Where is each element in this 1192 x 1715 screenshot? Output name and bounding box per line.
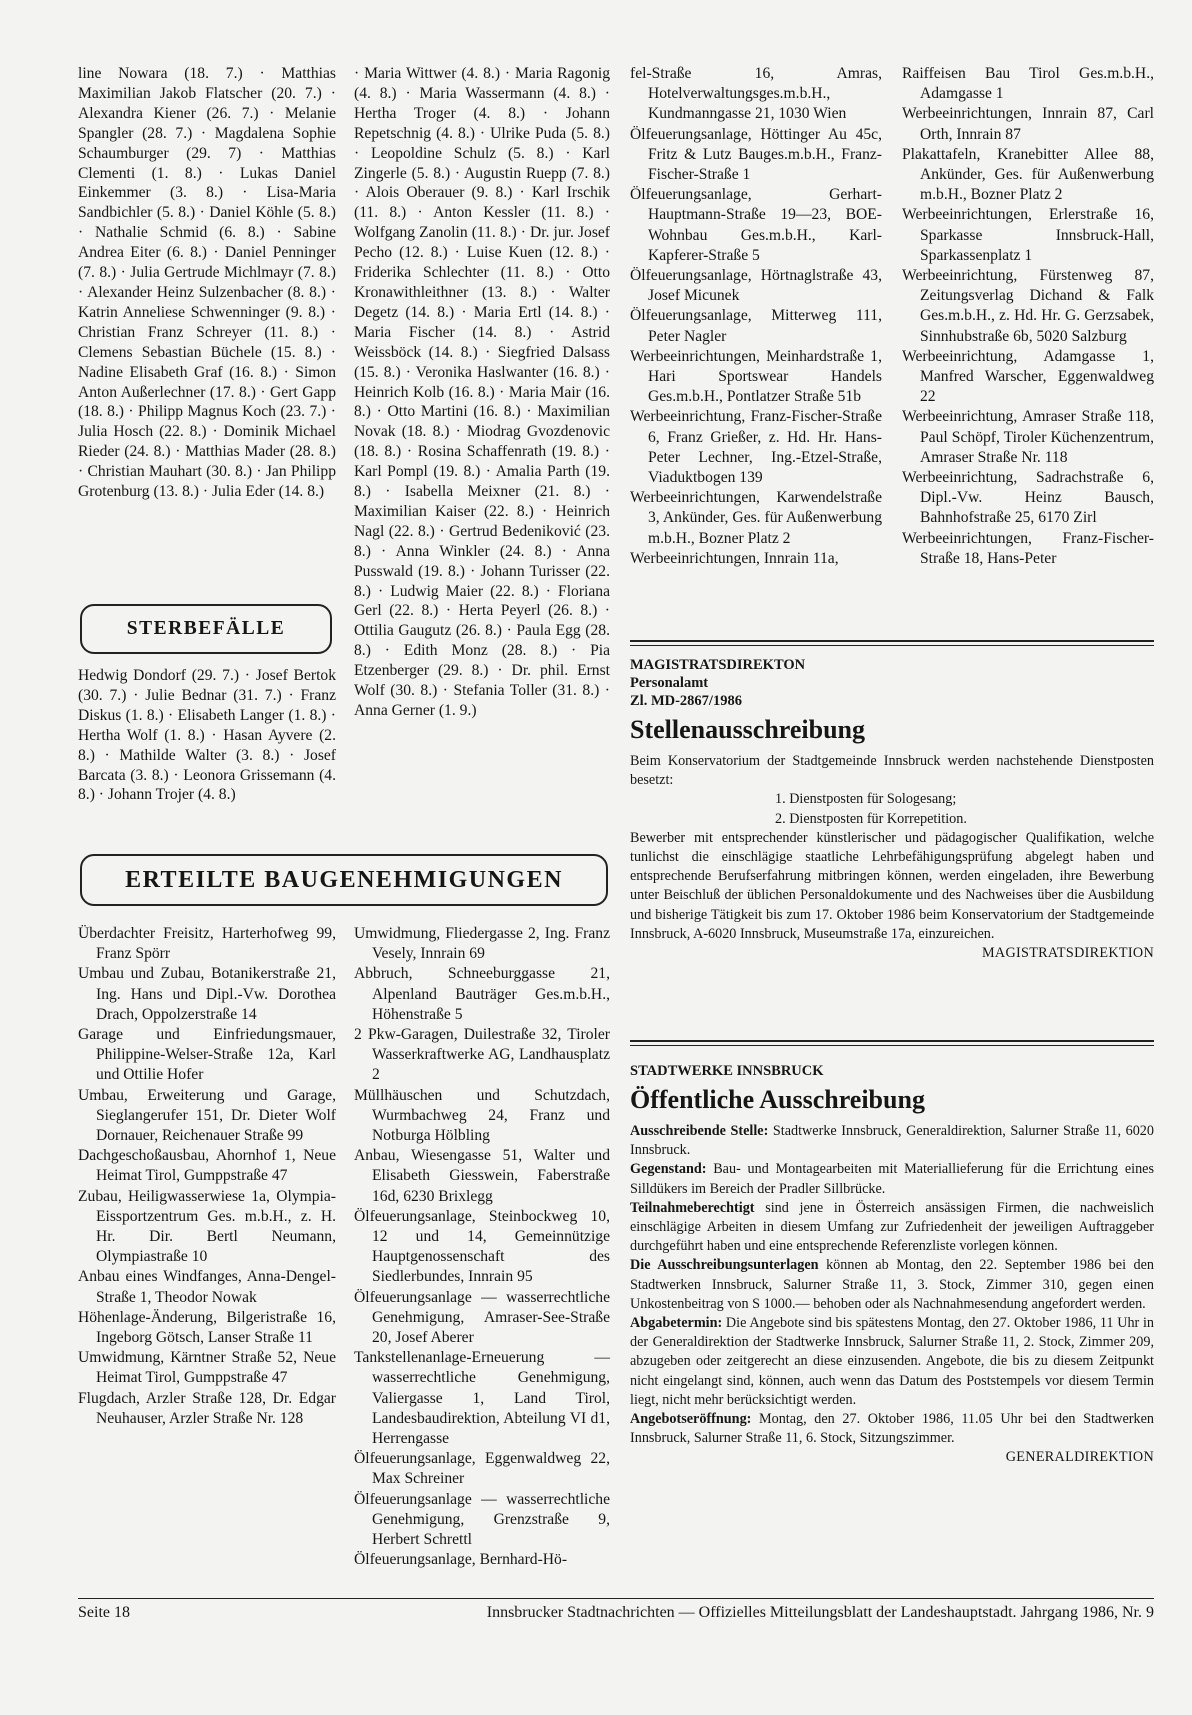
tender-signature: GENERALDIREKTION: [1005, 1449, 1154, 1466]
permit-entry: Werbeeinrichtungen, Karwendelstraße 3, Ankünder, Ges. für Außenwerbung m.b.H., Bozner Platz 2: [630, 489, 882, 547]
tender-text: Bau- und Montagearbeiten mit Materiallieferung für die Errichtung eines Silldükers im Bereich der Pradler Sillbrücke.: [630, 1161, 1154, 1197]
permit-entry: Werbeeinrichtungen, Innrain 11a,: [630, 549, 839, 567]
permit-entry: Ölfeuerungsanlage, Hörtnaglstraße 43, Josef Micunek: [630, 267, 882, 305]
permits-column-3: [630, 64, 882, 569]
permit-entry: Werbeeinrichtung, Franz-Fischer-Straße 6, Franz Grießer, z. Hd. Hr. Hans-Peter Lechner, Ing.-Etzel-Straße, Viaduktbogen 139: [630, 408, 882, 487]
permit-entry: Ölfeuerungsanlage, Mitterweg 111, Peter Nagler: [630, 307, 882, 345]
tender-title: Öffentliche Ausschreibung: [630, 1085, 925, 1114]
tender-text: können ab Montag, den 22. September 1986 bei den Stadtwerken Innsbruck, Salurner Straße 11, 3. Stock, Zimmer 310, gegen einen Unkostenbeitrag von S 1000.— behoben oder als Nachnahmesendung angefordert werden.: [630, 1257, 1154, 1312]
permit-entry: Umbau, Erweiterung und Garage, Sieglangerufer 151, Dr. Dieter Wolf Dornauer, Reichenauer Straße 99: [78, 1086, 336, 1145]
deaths-list-2: · Maria Wittwer (4. 8.) · Maria Ragonig (4. 8.) · Maria Wassermann (4. 8.) · Hertha Troger (4. 8.) · Johann Repetschnig (4. 8.) · Ulrike Puda (5. 8.) · Leopoldine Schulz (5. 8.) · Karl Zingerle (5. 8.) · Augustin Ruepp (7. 8.) · Alois Oberauer (9. 8.) · Karl Irschik (11. 8.) · Anton Kessler (11. 8.) · Wolfgang Zanolin (11. 8.) · Dr. jur. Josef Pecho (12. 8.) · Luise Kuen (12. 8.) · Friderika Schlechter (11. 8.) · Otto Kronawithleithner (13. 8.) · Walter Degetz (14. 8.) · Maria Ertl (14. 8.) · Maria Fischer (14. 8.) · Astrid Weissböck (14. 8.) · Siegfried Dalsass (15. 8.) · Veronika Haslwanter (16. 8.) · Heinrich Kolb (16. 8.) · Maria Mair (16. 8.) · Otto Martini (16. 8.) · Maximilian Novak (18. 8.) · Miodrag Gvozdenovic (18. 8.) · Rosina Schaffenrath (19. 8.) · Karl Pompl (19. 8.) · Amalia Parth (19. 8.) · Isabella Meixner (21. 8.) · Maximilian Kaiser (22. 8.) · Heinrich Nagl (22. 8.) · Gertrud Bedeniković (23. 8.) · Anna Winkler (24. 8.) · Anna Pusswald (19. 8.) · Johann Turisser (22. 8.) · Ludwig Maier (22. 8.) · Floriana Gerl (22. 8.) · Herta Peyerl (26. 8.) · Ottilia Gaugutz (26. 8.) · Paula Egg (28. 8.) · Edith Monz (28. 8.) · Pia Etzenberger (29. 8.) · Dr. phil. Ernst Wolf (30. 8.) · Stefania Toller (31. 8.) · Anna Gerner (1. 9.): [354, 65, 610, 719]
permit-entry: Anbau, Wiesengasse 51, Walter und Elisabeth Giesswein, Faberstraße 16d, 6230 Brixlegg: [354, 1147, 610, 1205]
page-number: Seite 18: [78, 1604, 130, 1621]
permit-entry: Umwidmung, Fliedergasse 2, Ing. Franz Vesely, Innrain 69: [354, 925, 610, 963]
publication-line: Innsbrucker Stadtnachrichten — Offizielles Mitteilungsblatt der Landeshauptstadt. Jahrgang 1986, Nr. 9: [486, 1604, 1154, 1621]
tender-label: Ausschreibende Stelle:: [630, 1123, 769, 1139]
tender-text: sind jene in Österreich ansässigen Firmen, die nachweislich einschlägige Arbeiten in diesem Umfang zur Zufriedenheit der jeweiligen Auftraggeber durchgeführt haben und eine entsprechende Referenzliste vorlegen können.: [630, 1199, 1154, 1255]
tender-text: Die Angebote sind bis spätestens Montag, den 27. Oktober 1986, 11 Uhr in der Generaldirektion der Stadtwerke Innsbruck, Salurner Straße 11, 2. Stock, Zimmer 209, abzugeben oder zeitgerecht an diese einzusenden. Angebote, die bis zu diesem Zeitpunkt nicht eingelangt sind, können, auch wenn das Datum des Poststempels vor diesem Termin liegt, nicht mehr berücksichtigt werden.: [630, 1315, 1154, 1408]
section-divider: [630, 640, 1154, 642]
tender-text: Montag, den 27. Oktober 1986, 11.05 Uhr bei den Stadtwerken Innsbruck, Salurner Straße 11, 6. Stock, Sitzungszimmer.: [630, 1411, 1154, 1447]
job-intro: Beim Konservatorium der Stadtgemeinde Innsbruck werden nachstehende Dienstposten besetzt:: [630, 753, 1154, 789]
public-tender: [630, 1062, 1154, 1467]
job-posting: [630, 656, 1154, 963]
births-list: line Nowara (18. 7.) · Matthias Maximilian Jakob Flatscher (20. 7.) · Alexandra Kiener (26. 7.) · Melanie Spangler (28. 7.) · Magdalena Sophie Schaumburger (29. 7) · Matthias Clementi (1. 8.) · Lukas Daniel Einkemmer (3. 8.) · Lisa-Maria Sandbichler (5. 8.) · Daniel Köhle (5. 8.) · Nathalie Schmid (6. 8.) · Sabine Andrea Eiter (6. 8.) · Daniel Penninger (7. 8.) · Julia Gertrude Michlmayr (7. 8.) · Alexander Heinz Sulzenbacher (8. 8.) · Katrin Anneliese Schwenninger (9. 8.) · Christian Franz Schreyer (11. 8.) · Clemens Sebastian Büchele (15. 8.) · Nadine Elisabeth Graf (16. 8.) · Simon Anton Außerlechner (17. 8.) · Gert Gapp (18. 8.) · Philipp Magnus Koch (23. 7.) · Julia Hosch (22. 8.) · Dominik Michael Rieder (24. 8.) · Matthias Mader (28. 8.) · Christian Mauhart (30. 8.) · Jan Philipp Grotenburg (13. 8.) · Julia Eder (14. 8.): [78, 65, 336, 501]
tender-label: Die Ausschreibungsunterlagen: [630, 1257, 819, 1274]
permit-entry: 2 Pkw-Garagen, Duilestraße 32, Tiroler Wasserkraftwerke AG, Landhausplatz 2: [354, 1026, 610, 1084]
deaths-column-2: [354, 64, 610, 721]
permit-entry: Ölfeuerungsanlage — wasserrechtliche Genehmigung, Amraser-See-Straße 20, Josef Aberer: [354, 1288, 610, 1347]
deaths-heading-box: [80, 604, 332, 654]
section-divider-thin: [630, 1045, 1154, 1046]
permit-entry: Anbau eines Windfanges, Anna-Dengel-Straße 1, Theodor Nowak: [78, 1268, 336, 1306]
permit-entry: Dachgeschoßausbau, Ahornhof 1, Neue Heimat Tirol, Gumppstraße 47: [78, 1147, 336, 1185]
job-title: Stellenausschreibung: [630, 715, 866, 744]
permit-entry: Umbau und Zubau, Botanikerstraße 21, Ing. Hans und Dipl.-Vw. Dorothea Drach, Oppolzerstraße 14: [78, 965, 336, 1023]
deaths-list-1: Hedwig Dondorf (29. 7.) · Josef Bertok (30. 7.) · Julie Bednar (31. 7.) · Franz Diskus (1. 8.) · Elisabeth Langer (1. 8.) · Hertha Wolf (1. 8.) · Hasan Ayvere (2. 8.) · Mathilde Walter (3. 8.) · Josef Barcata (3. 8.) · Leonora Grissemann (4. 8.) · Johann Trojer (4. 8.): [78, 667, 336, 804]
tender-text: Stadtwerke Innsbruck, Generaldirektion, Salurner Straße 11, 6020 Innsbruck.: [630, 1123, 1154, 1159]
job-subdept: Personalamt: [630, 675, 709, 691]
permit-entry: Müllhäuschen und Schutzdach, Wurmbachweg 24, Franz und Notburga Hölbling: [354, 1086, 610, 1145]
permit-entry: Werbeeinrichtung, Fürstenweg 87, Zeitungsverlag Dichand & Falk Ges.m.b.H., z. Hd. Hr. G. Gerzsabek, Sinnhubstraße 6b, 5020 Salzburg: [902, 267, 1154, 345]
permits-column-1: [78, 924, 336, 1429]
permits-column-2: [354, 924, 610, 1571]
permit-entry: Werbeeinrichtung, Sadrachstraße 6, Dipl.-Vw. Heinz Bausch, Bahnhofstraße 25, 6170 Zirl: [902, 469, 1154, 527]
permit-entry: Ölfeuerungsanlage, Eggenwaldweg 22, Max Schreiner: [354, 1450, 610, 1488]
permit-entry: Überdachter Freisitz, Harterhofweg 99, Franz Spörr: [78, 925, 336, 963]
deaths-heading: STERBEFÄLLE: [126, 618, 286, 639]
deaths-column-1: [78, 666, 336, 805]
permit-entry: Umwidmung, Kärntner Straße 52, Neue Heimat Tirol, Gumppstraße 47: [78, 1349, 336, 1387]
job-dept: MAGISTRATSDIREKTON: [630, 657, 806, 673]
permit-entry: fel-Straße 16, Amras, Hotelverwaltungsges.m.b.H., Kundmanngasse 21, 1030 Wien: [630, 65, 882, 123]
permit-entry: Ölfeuerungsanlage, Steinbockweg 10, 12 und 14, Gemeinnützige Hauptgenossenschaft des Siedlerbundes, Innrain 95: [354, 1207, 610, 1286]
births-column: [78, 64, 336, 502]
job-ref: Zl. MD-2867/1986: [630, 693, 742, 709]
permit-entry: Tankstellenanlage-Erneuerung — wasserrechtliche Genehmigung, Valiergasse 1, Land Tirol, Landesbaudirektion, Abteilung VI d1, Herrengasse: [354, 1349, 610, 1448]
tender-label: Angebotseröffnung:: [630, 1411, 752, 1428]
permit-entry: Werbeeinrichtungen, Meinhardstraße 1, Hari Sportswear Handels Ges.m.b.H., Pontlatzer Straße 51b: [630, 347, 882, 406]
permit-entry: Höhenlage-Änderung, Bilgeristraße 16, Ingeborg Götsch, Lanser Straße 11: [78, 1308, 336, 1347]
tender-label: Gegenstand:: [630, 1161, 707, 1178]
permit-entry: Ölfeuerungsanlage, Höttinger Au 45c, Fritz & Lutz Bauges.m.b.H., Franz-Fischer-Straße 1: [630, 125, 882, 184]
tender-label: Teilnahmeberechtigt: [630, 1199, 755, 1216]
section-divider: [630, 1040, 1154, 1042]
permit-entry: Werbeeinrichtung, Amraser Straße 118, Paul Schöpf, Tiroler Küchenzentrum, Amraser Straße Nr. 118: [902, 408, 1154, 466]
job-body: Bewerber mit entsprechender künstlerischer und pädagogischer Qualifikation, welche tunlichst die einschlägige staatliche Lehrbefähigungsprüfung abgelegt haben und entsprechende Berufserfahrung mitbringen können, werden eingeladen, ihre Bewerbung unter Beischluß der üblichen Personaldokumente und des Nachweises über die Ausbildung und bisherige Tätigkeit bis zum 17. Oktober 1986 beim Konservatorium der Stadtgemeinde Innsbruck, A-6020 Innsbruck, Museumstraße 17a, einzureichen.: [630, 829, 1154, 942]
tender-dept: STADTWERKE INNSBRUCK: [630, 1063, 824, 1079]
permit-entry: Ölfeuerungsanlage — wasserrechtliche Genehmigung, Grenzstraße 9, Herbert Schrettl: [354, 1490, 610, 1549]
permit-entry: Abbruch, Schneeburggasse 21, Alpenland Bauträger Ges.m.b.H., Höhenstraße 5: [354, 965, 610, 1023]
permit-entry: Werbeeinrichtung, Adamgasse 1, Manfred Warscher, Eggenwaldweg 22: [902, 347, 1154, 406]
permits-heading: ERTEILTE BAUGENEHMIGUNGEN: [125, 867, 563, 893]
permit-entry: Ölfeuerungsanlage, Bernhard-Hö-: [354, 1551, 568, 1569]
job-signature: MAGISTRATSDIREKTION: [981, 945, 1154, 962]
tender-label: Abgabetermin:: [630, 1315, 723, 1332]
permit-entry: Raiffeisen Bau Tirol Ges.m.b.H., Adamgasse 1: [902, 65, 1154, 103]
permit-entry: Ölfeuerungsanlage, Gerhart-Hauptmann-Straße 19—23, BOE-Wohnbau Ges.m.b.H., Karl-Kapferer-Straße 5: [630, 186, 882, 264]
permit-entry: Garage und Einfriedungsmauer, Philippine-Welser-Straße 12a, Karl und Ottilie Hofer: [78, 1026, 336, 1084]
permit-entry: Werbeeinrichtungen, Innrain 87, Carl Orth, Innrain 87: [902, 105, 1154, 143]
permits-heading-box: [80, 854, 608, 906]
section-divider-thin: [630, 645, 1154, 646]
footer-rule: [78, 1598, 1154, 1599]
job-item-1: 1. Dienstposten für Sologesang;: [775, 791, 957, 808]
permits-column-4: [902, 64, 1154, 569]
permit-entry: Flugdach, Arzler Straße 128, Dr. Edgar Neuhauser, Arzler Straße Nr. 128: [78, 1389, 336, 1427]
permit-entry: Werbeeinrichtungen, Erlerstraße 16, Sparkasse Innsbruck-Hall, Sparkassenplatz 1: [902, 206, 1154, 264]
permit-entry: Plakattafeln, Kranebitter Allee 88, Ankünder, Ges. für Außenwerbung m.b.H., Bozner Platz 2: [902, 145, 1154, 204]
permit-entry: Zubau, Heiligwasserwiese 1a, Olympia-Eissportzentrum Ges. m.b.H., z. H. Hr. Dir. Bertl Neumann, Olympiastraße 10: [78, 1187, 336, 1266]
job-item-2: 2. Dienstposten für Korrepetition.: [775, 810, 967, 827]
permit-entry: Werbeeinrichtungen, Franz-Fischer-Straße 18, Hans-Peter: [902, 529, 1154, 567]
